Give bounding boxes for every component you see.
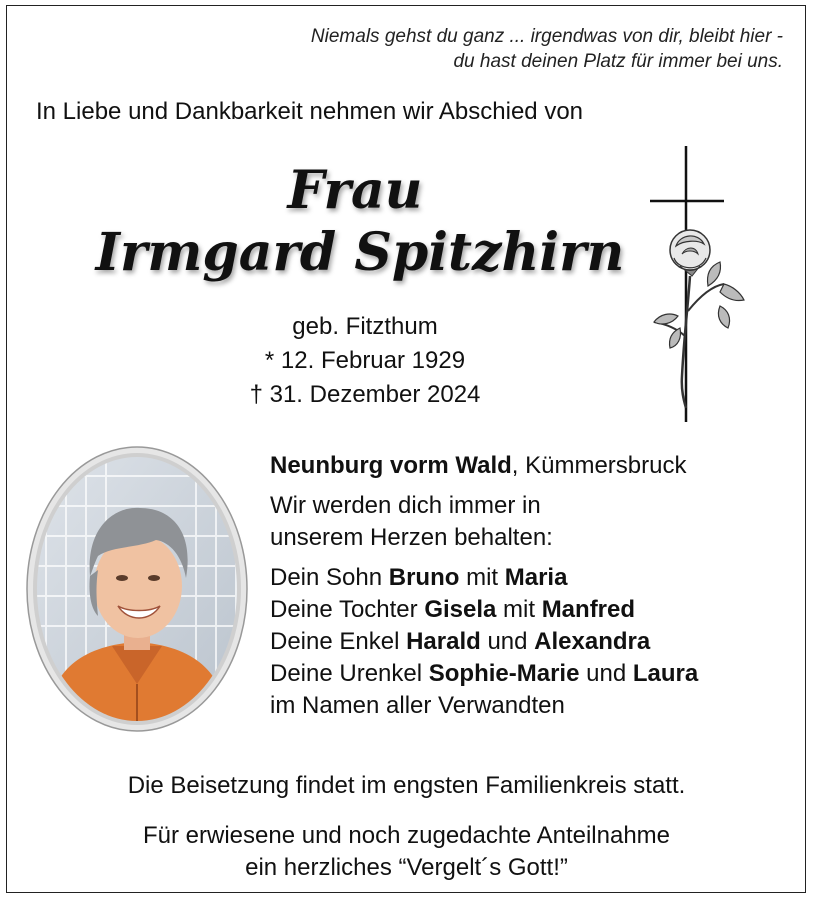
family-line-daughter (270, 594, 698, 626)
deceased-title: Frau (287, 160, 423, 221)
family-line-relatives: im Namen aller Verwandten (270, 692, 565, 719)
family-line-son (270, 562, 698, 594)
thanks-note (0, 820, 813, 884)
family-line-grandchildren (270, 626, 698, 658)
location-line (270, 450, 698, 482)
motto-line-2: du hast deinen Platz für immer bei uns. (453, 51, 783, 72)
greatgrand-prefix: Deine Urenkel (270, 660, 429, 687)
son-partner-name: Maria (504, 564, 568, 591)
location-rest: , Kümmersbruck (511, 452, 687, 479)
life-dates (200, 310, 530, 412)
son-prefix: Dein Sohn (270, 564, 389, 591)
daughter-join: mit (496, 596, 542, 623)
location-town: Neunburg vorm Wald (270, 452, 512, 479)
birth-name: geb. Fitzthum (292, 313, 438, 340)
deceased-name: Irmgard Spitzhirn (95, 222, 625, 283)
grandchild-1-name: Harald (406, 628, 481, 655)
greatgrand-join: und (579, 660, 633, 687)
grand-join: und (480, 628, 535, 655)
thanks-line-2: ein herzliches “Vergelt´s Gott!” (245, 854, 568, 881)
birth-date: * 12. Februar 1929 (264, 347, 466, 374)
daughter-prefix: Deine Tochter (270, 596, 425, 623)
motto (311, 24, 783, 74)
cross-lines (650, 146, 724, 422)
grandchild-2-name: Alexandra (534, 628, 651, 655)
motto-line-1: Niemals gehst du ganz ... irgendwas von dir, bleibt hier - (310, 26, 783, 47)
deceased-name-block (60, 160, 660, 284)
portrait-photo (26, 446, 248, 732)
funeral-note: Die Beisetzung findet im engsten Familienkreis statt. (127, 772, 686, 799)
daughter-partner-name: Manfred (541, 596, 636, 623)
son-name: Bruno (388, 564, 460, 591)
family-line-greatgrandchildren (270, 658, 698, 690)
family-section (270, 450, 698, 722)
greatgrandchild-2-name: Laura (632, 660, 699, 687)
grand-prefix: Deine Enkel (270, 628, 407, 655)
message-line-2: unserem Herzen behalten: (270, 524, 553, 551)
rose-icon (654, 230, 744, 408)
thanks-line-1: Für erwiesene und noch zugedachte Anteilnahme (142, 822, 670, 849)
intro-text: In Liebe und Dankbarkeit nehmen wir Abschied von (36, 98, 584, 125)
daughter-name: Gisela (424, 596, 497, 623)
greatgrandchild-1-name: Sophie-Marie (428, 660, 580, 687)
son-join: mit (459, 564, 505, 591)
cross-icon (640, 146, 750, 424)
message-line-1: Wir werden dich immer in (270, 492, 541, 519)
death-date: † 31. Dezember 2024 (249, 381, 481, 408)
